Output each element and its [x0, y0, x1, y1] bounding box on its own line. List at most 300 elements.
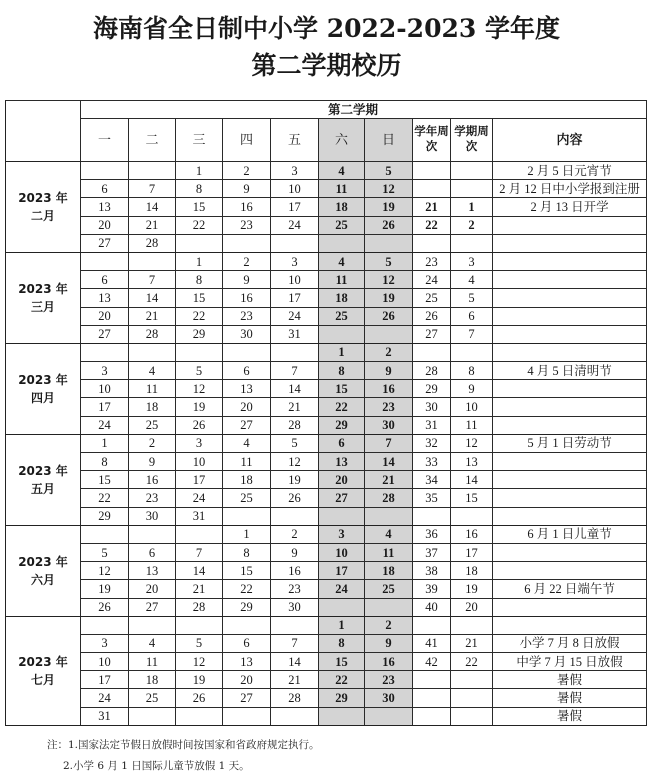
day-cell-thu: 22	[223, 580, 271, 598]
event-content-cell: 5 月 1 日劳动节	[493, 434, 647, 452]
day-cell-wed: 22	[176, 307, 223, 325]
event-content-cell	[493, 416, 647, 434]
day-cell-wed: 12	[176, 653, 223, 671]
day-cell-sun: 25	[365, 580, 413, 598]
term-week-cell: 13	[451, 453, 493, 471]
event-content-cell: 暑假	[493, 689, 647, 707]
month-label-year: 2023 年	[18, 463, 68, 478]
day-cell-sat: 15	[319, 653, 365, 671]
day-cell-sat: 29	[319, 689, 365, 707]
day-cell-sat: 29	[319, 416, 365, 434]
day-cell-sun	[365, 598, 413, 616]
day-cell-fri: 28	[271, 416, 319, 434]
term-week-cell: 19	[451, 580, 493, 598]
month-label-month: 七月	[30, 672, 55, 687]
day-cell-tue: 18	[129, 671, 176, 689]
day-cell-mon: 20	[81, 307, 129, 325]
calendar-week-row	[6, 507, 647, 525]
day-cell-sun: 23	[365, 671, 413, 689]
day-cell-mon: 27	[81, 325, 129, 343]
day-cell-sat: 17	[319, 562, 365, 580]
semester-label: 第二学期	[81, 101, 647, 119]
event-content-cell: 6 月 22 日端午节	[493, 580, 647, 598]
day-cell-tue: 2	[129, 434, 176, 452]
day-cell-wed	[176, 525, 223, 543]
term-week-cell: 11	[451, 416, 493, 434]
calendar-week-row	[6, 343, 647, 361]
header-fri: 五	[271, 119, 319, 162]
year-week-cell: 35	[413, 489, 451, 507]
day-cell-thu: 9	[223, 180, 271, 198]
day-cell-wed: 31	[176, 507, 223, 525]
day-cell-fri	[271, 616, 319, 634]
day-cell-sun: 9	[365, 634, 413, 652]
day-cell-mon	[81, 343, 129, 361]
day-cell-sun: 19	[365, 198, 413, 216]
day-cell-thu: 27	[223, 689, 271, 707]
day-cell-wed: 1	[176, 252, 223, 270]
calendar-week-row	[6, 489, 647, 507]
day-cell-tue: 21	[129, 307, 176, 325]
term-week-cell: 22	[451, 653, 493, 671]
year-week-cell: 28	[413, 362, 451, 380]
day-cell-tue: 7	[129, 180, 176, 198]
calendar-week-row	[6, 216, 647, 234]
day-cell-mon	[81, 525, 129, 543]
day-cell-sat: 8	[319, 634, 365, 652]
event-content-cell	[493, 252, 647, 270]
day-cell-sun: 16	[365, 653, 413, 671]
event-content-cell	[493, 543, 647, 561]
day-cell-fri: 3	[271, 252, 319, 270]
day-cell-tue: 4	[129, 362, 176, 380]
day-cell-tue: 6	[129, 543, 176, 561]
year-week-cell: 41	[413, 634, 451, 652]
day-cell-sun: 12	[365, 271, 413, 289]
day-cell-thu: 2	[223, 162, 271, 180]
day-cell-tue: 21	[129, 216, 176, 234]
calendar-week-row	[6, 707, 647, 725]
day-cell-thu: 4	[223, 434, 271, 452]
day-cell-sat: 22	[319, 398, 365, 416]
day-cell-sat: 20	[319, 471, 365, 489]
term-week-cell: 15	[451, 489, 493, 507]
day-cell-fri: 10	[271, 271, 319, 289]
day-cell-tue	[129, 525, 176, 543]
month-label-year: 2023 年	[18, 190, 68, 205]
term-week-cell: 14	[451, 471, 493, 489]
term-week-cell: 5	[451, 289, 493, 307]
year-week-cell: 21	[413, 198, 451, 216]
day-cell-wed	[176, 343, 223, 361]
day-cell-sun: 2	[365, 343, 413, 361]
event-content-cell	[493, 216, 647, 234]
day-cell-tue: 28	[129, 325, 176, 343]
year-week-cell	[413, 616, 451, 634]
day-cell-tue	[129, 343, 176, 361]
calendar-week-row	[6, 234, 647, 252]
day-cell-wed: 8	[176, 271, 223, 289]
day-cell-wed: 17	[176, 471, 223, 489]
year-week-cell: 34	[413, 471, 451, 489]
event-content-cell: 4 月 5 日清明节	[493, 362, 647, 380]
day-cell-thu: 13	[223, 380, 271, 398]
year-week-cell: 26	[413, 307, 451, 325]
day-cell-sat: 11	[319, 180, 365, 198]
day-cell-sat	[319, 507, 365, 525]
day-cell-fri: 21	[271, 398, 319, 416]
day-cell-mon: 22	[81, 489, 129, 507]
term-week-cell	[451, 707, 493, 725]
year-week-cell: 30	[413, 398, 451, 416]
day-cell-thu: 20	[223, 671, 271, 689]
year-week-cell: 22	[413, 216, 451, 234]
day-cell-thu: 8	[223, 543, 271, 561]
calendar-week-row	[6, 616, 647, 634]
day-cell-wed: 26	[176, 689, 223, 707]
term-week-cell	[451, 671, 493, 689]
calendar-week-row	[6, 525, 647, 543]
day-cell-mon: 13	[81, 198, 129, 216]
day-cell-thu: 25	[223, 489, 271, 507]
calendar-week-row	[6, 362, 647, 380]
day-cell-wed: 8	[176, 180, 223, 198]
day-cell-sun: 9	[365, 362, 413, 380]
day-cell-fri: 28	[271, 689, 319, 707]
event-content-cell	[493, 307, 647, 325]
month-label	[6, 252, 81, 343]
header-content: 内容	[493, 119, 647, 162]
calendar-week-row	[6, 434, 647, 452]
day-cell-wed: 5	[176, 362, 223, 380]
day-cell-thu: 9	[223, 271, 271, 289]
day-cell-sat	[319, 707, 365, 725]
year-week-cell: 36	[413, 525, 451, 543]
event-content-cell: 2 月 5 日元宵节	[493, 162, 647, 180]
event-content-cell: 2 月 13 日开学	[493, 198, 647, 216]
day-cell-fri	[271, 343, 319, 361]
day-cell-fri: 5	[271, 434, 319, 452]
calendar-week-row	[6, 307, 647, 325]
day-cell-sat: 27	[319, 489, 365, 507]
day-cell-fri: 14	[271, 653, 319, 671]
day-cell-tue: 25	[129, 416, 176, 434]
document-subtitle: 第二学期校历	[251, 51, 402, 80]
day-cell-sun: 12	[365, 180, 413, 198]
year-week-cell: 23	[413, 252, 451, 270]
day-cell-sat: 1	[319, 616, 365, 634]
day-cell-sat	[319, 325, 365, 343]
header-tue: 二	[129, 119, 176, 162]
day-cell-fri	[271, 507, 319, 525]
day-cell-thu: 6	[223, 362, 271, 380]
day-cell-thu: 15	[223, 562, 271, 580]
day-cell-thu: 23	[223, 216, 271, 234]
day-cell-tue	[129, 616, 176, 634]
day-cell-tue: 4	[129, 634, 176, 652]
term-week-cell: 7	[451, 325, 493, 343]
day-cell-mon: 13	[81, 289, 129, 307]
day-cell-fri: 3	[271, 162, 319, 180]
calendar-week-row	[6, 580, 647, 598]
day-cell-mon: 19	[81, 580, 129, 598]
year-week-cell: 38	[413, 562, 451, 580]
day-cell-tue: 27	[129, 598, 176, 616]
day-cell-mon: 8	[81, 453, 129, 471]
day-cell-sun: 14	[365, 453, 413, 471]
day-cell-mon: 31	[81, 707, 129, 725]
day-cell-mon: 6	[81, 180, 129, 198]
day-cell-sun: 30	[365, 416, 413, 434]
header-thu: 四	[223, 119, 271, 162]
day-cell-sat	[319, 234, 365, 252]
year-week-cell	[413, 671, 451, 689]
day-cell-thu: 6	[223, 634, 271, 652]
day-cell-fri: 23	[271, 580, 319, 598]
day-cell-tue: 18	[129, 398, 176, 416]
day-cell-fri	[271, 234, 319, 252]
event-content-cell	[493, 325, 647, 343]
day-cell-sun: 18	[365, 562, 413, 580]
year-week-cell	[413, 707, 451, 725]
event-content-cell	[493, 271, 647, 289]
year-week-cell	[413, 162, 451, 180]
term-week-cell	[451, 234, 493, 252]
month-label-year: 2023 年	[18, 281, 68, 296]
year-week-cell	[413, 689, 451, 707]
term-week-cell: 3	[451, 252, 493, 270]
term-week-cell: 1	[451, 198, 493, 216]
day-cell-mon: 5	[81, 543, 129, 561]
day-cell-wed: 10	[176, 453, 223, 471]
day-cell-tue: 13	[129, 562, 176, 580]
year-week-cell: 40	[413, 598, 451, 616]
day-cell-thu: 29	[223, 598, 271, 616]
event-content-cell: 6 月 1 日儿童节	[493, 525, 647, 543]
day-cell-mon: 1	[81, 434, 129, 452]
day-cell-sat	[319, 598, 365, 616]
day-cell-sat: 13	[319, 453, 365, 471]
term-week-cell: 20	[451, 598, 493, 616]
calendar-week-row	[6, 689, 647, 707]
day-cell-mon: 27	[81, 234, 129, 252]
event-content-cell	[493, 507, 647, 525]
day-cell-tue: 14	[129, 289, 176, 307]
calendar-week-row	[6, 416, 647, 434]
day-cell-sat: 18	[319, 289, 365, 307]
calendar-week-row	[6, 162, 647, 180]
day-cell-fri: 17	[271, 198, 319, 216]
day-cell-sun: 26	[365, 307, 413, 325]
day-cell-sat: 25	[319, 216, 365, 234]
day-cell-sun: 28	[365, 489, 413, 507]
note-1: 注：1.国家法定节假日放假时间按国家和省政府规定执行。	[47, 739, 320, 751]
day-cell-sun: 21	[365, 471, 413, 489]
year-week-cell: 32	[413, 434, 451, 452]
day-cell-sun	[365, 325, 413, 343]
day-cell-wed: 28	[176, 598, 223, 616]
calendar-week-row	[6, 289, 647, 307]
day-cell-mon: 6	[81, 271, 129, 289]
term-week-cell: 9	[451, 380, 493, 398]
day-cell-sun: 16	[365, 380, 413, 398]
year-week-cell: 33	[413, 453, 451, 471]
day-cell-sat: 18	[319, 198, 365, 216]
calendar-week-row	[6, 252, 647, 270]
month-label	[6, 434, 81, 525]
day-cell-sat: 8	[319, 362, 365, 380]
day-cell-thu: 11	[223, 453, 271, 471]
semester-header-row	[6, 101, 647, 119]
calendar-week-row	[6, 380, 647, 398]
header-term-week: 学期周次	[451, 119, 493, 162]
year-week-cell: 27	[413, 325, 451, 343]
event-content-cell	[493, 616, 647, 634]
day-cell-mon: 26	[81, 598, 129, 616]
day-cell-sun: 19	[365, 289, 413, 307]
year-week-cell	[413, 180, 451, 198]
day-cell-sun: 30	[365, 689, 413, 707]
year-week-cell	[413, 234, 451, 252]
month-label-month: 六月	[30, 572, 55, 587]
day-cell-wed: 19	[176, 671, 223, 689]
day-cell-tue	[129, 252, 176, 270]
day-cell-sun: 2	[365, 616, 413, 634]
term-week-cell: 2	[451, 216, 493, 234]
day-cell-mon: 29	[81, 507, 129, 525]
day-cell-tue: 7	[129, 271, 176, 289]
day-cell-fri: 17	[271, 289, 319, 307]
day-cell-tue: 23	[129, 489, 176, 507]
day-cell-thu: 30	[223, 325, 271, 343]
day-cell-fri: 12	[271, 453, 319, 471]
day-cell-tue: 16	[129, 471, 176, 489]
school-calendar-table	[5, 100, 647, 726]
header-sat: 六	[319, 119, 365, 162]
term-week-cell	[451, 616, 493, 634]
day-cell-mon: 3	[81, 634, 129, 652]
year-week-cell: 37	[413, 543, 451, 561]
day-cell-mon	[81, 616, 129, 634]
day-cell-sat: 15	[319, 380, 365, 398]
event-content-cell	[493, 234, 647, 252]
day-cell-wed: 29	[176, 325, 223, 343]
day-cell-sun: 7	[365, 434, 413, 452]
day-cell-fri: 26	[271, 489, 319, 507]
day-cell-fri: 10	[271, 180, 319, 198]
day-cell-thu: 20	[223, 398, 271, 416]
day-cell-mon: 20	[81, 216, 129, 234]
calendar-week-row	[6, 271, 647, 289]
day-cell-mon: 24	[81, 416, 129, 434]
year-week-cell: 25	[413, 289, 451, 307]
day-cell-wed: 7	[176, 543, 223, 561]
day-cell-fri: 9	[271, 543, 319, 561]
day-cell-mon: 10	[81, 653, 129, 671]
day-cell-fri: 21	[271, 671, 319, 689]
month-column-header	[6, 101, 81, 162]
day-cell-wed: 14	[176, 562, 223, 580]
day-cell-sun: 5	[365, 162, 413, 180]
day-cell-fri: 14	[271, 380, 319, 398]
day-cell-thu	[223, 343, 271, 361]
day-cell-thu	[223, 507, 271, 525]
day-cell-tue	[129, 162, 176, 180]
day-cell-fri: 7	[271, 362, 319, 380]
event-content-cell: 暑假	[493, 671, 647, 689]
day-cell-wed: 5	[176, 634, 223, 652]
day-cell-wed: 26	[176, 416, 223, 434]
column-header-row	[6, 119, 647, 162]
day-cell-tue: 28	[129, 234, 176, 252]
calendar-week-row	[6, 598, 647, 616]
term-week-cell	[451, 689, 493, 707]
year-week-cell: 39	[413, 580, 451, 598]
month-label-year: 2023 年	[18, 372, 68, 387]
day-cell-fri: 19	[271, 471, 319, 489]
day-cell-sun: 23	[365, 398, 413, 416]
header-wed: 三	[176, 119, 223, 162]
term-week-cell	[451, 162, 493, 180]
event-content-cell	[493, 598, 647, 616]
event-content-cell	[493, 489, 647, 507]
year-week-cell: 29	[413, 380, 451, 398]
day-cell-sat: 4	[319, 162, 365, 180]
calendar-week-row	[6, 562, 647, 580]
term-week-cell: 21	[451, 634, 493, 652]
header-sun: 日	[365, 119, 413, 162]
term-week-cell: 4	[451, 271, 493, 289]
day-cell-tue: 30	[129, 507, 176, 525]
day-cell-tue: 14	[129, 198, 176, 216]
event-content-cell	[493, 398, 647, 416]
event-content-cell	[493, 289, 647, 307]
month-label	[6, 343, 81, 434]
day-cell-sat: 3	[319, 525, 365, 543]
term-week-cell	[451, 180, 493, 198]
month-label-year: 2023 年	[18, 554, 68, 569]
year-week-cell: 31	[413, 416, 451, 434]
day-cell-mon: 24	[81, 689, 129, 707]
calendar-week-row	[6, 653, 647, 671]
day-cell-mon	[81, 252, 129, 270]
event-content-cell: 中学 7 月 15 日放假	[493, 653, 647, 671]
term-week-cell: 17	[451, 543, 493, 561]
year-week-cell: 24	[413, 271, 451, 289]
day-cell-mon: 10	[81, 380, 129, 398]
document-title: 海南省全日制中小学 2022-2023 学年度	[93, 14, 560, 43]
day-cell-wed: 15	[176, 198, 223, 216]
day-cell-wed	[176, 234, 223, 252]
day-cell-wed	[176, 616, 223, 634]
day-cell-fri: 7	[271, 634, 319, 652]
day-cell-wed: 21	[176, 580, 223, 598]
day-cell-tue: 20	[129, 580, 176, 598]
term-week-cell	[451, 507, 493, 525]
day-cell-mon: 15	[81, 471, 129, 489]
year-week-cell	[413, 507, 451, 525]
month-label	[6, 616, 81, 725]
day-cell-sat: 10	[319, 543, 365, 561]
day-cell-tue: 11	[129, 380, 176, 398]
term-week-cell: 10	[451, 398, 493, 416]
day-cell-tue: 9	[129, 453, 176, 471]
calendar-week-row	[6, 398, 647, 416]
day-cell-wed: 24	[176, 489, 223, 507]
day-cell-sat: 1	[319, 343, 365, 361]
calendar-week-row	[6, 198, 647, 216]
header-mon: 一	[81, 119, 129, 162]
